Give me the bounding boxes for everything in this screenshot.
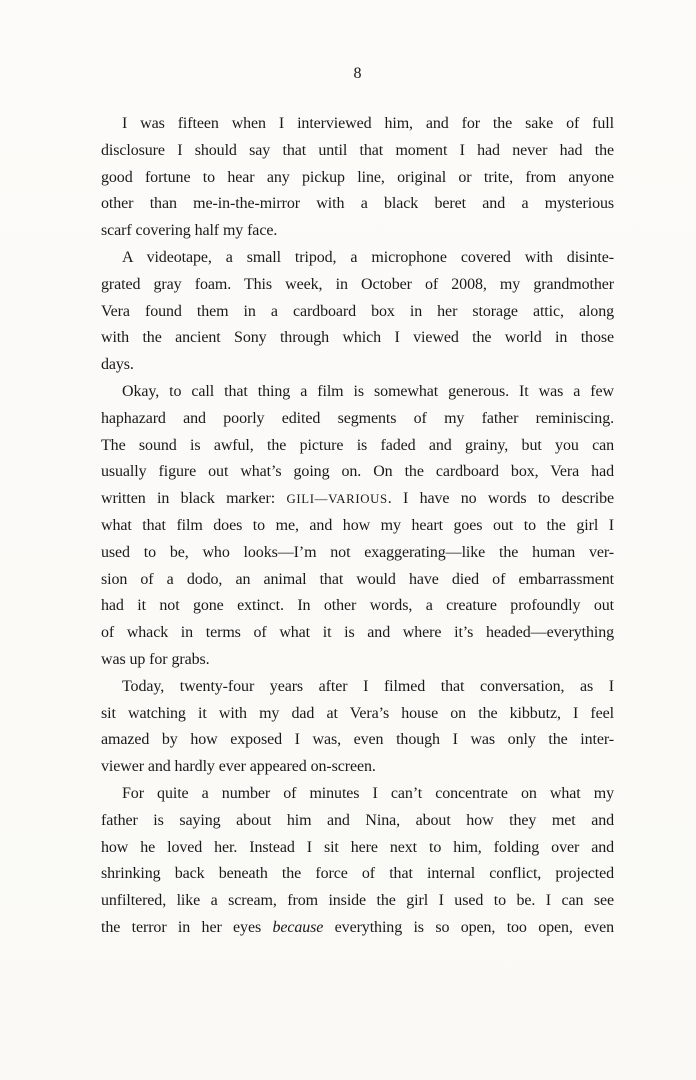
text-segment: Today, twenty-four years after I filmed that conversation, as I <box>122 677 614 695</box>
text-segment: shrinking back beneath the force of that internal conflict, projected <box>101 865 614 883</box>
text-segment: written in black marker: <box>101 490 287 508</box>
text-segment: how he loved her. Instead I sit here next to him, folding over and <box>101 838 614 856</box>
text-segment: usually figure out what’s going on. On the cardboard box, Vera had <box>101 463 614 481</box>
text-segment: grated gray foam. This week, in October of 2008, my grandmother <box>101 275 614 293</box>
text-segment: other than me-in-the-mirror with a black beret and a mysterious <box>101 195 614 213</box>
text-segment: what that film does to me, and how my heart goes out to the girl I <box>101 516 614 534</box>
text-line <box>101 727 614 754</box>
text-segment: Vera found them in a cardboard box in her storage attic, along <box>101 302 614 320</box>
text-segment: scarf covering half my face. <box>101 222 278 240</box>
text-segment: days. <box>101 356 134 374</box>
text-line <box>101 593 614 620</box>
text-line <box>101 781 614 808</box>
text-block <box>101 111 614 942</box>
text-line <box>101 620 614 647</box>
text-segment: sion of a dodo, an animal that would have died of embarrassment <box>101 570 614 588</box>
text-line <box>101 352 614 379</box>
text-line <box>101 299 614 326</box>
text-segment: haphazard and poorly edited segments of my father reminiscing. <box>101 409 614 427</box>
text-line <box>101 325 614 352</box>
text-line <box>101 915 614 942</box>
text-segment: disclosure I should say that until that moment I had never had the <box>101 141 614 159</box>
text-line <box>101 165 614 192</box>
text-line <box>101 808 614 835</box>
text-segment: had it not gone extinct. In other words, a creature profoundly out <box>101 597 614 615</box>
text-segment: The sound is awful, the picture is faded and grainy, but you can <box>101 436 614 454</box>
text-line <box>101 218 614 245</box>
text-line <box>101 272 614 299</box>
text-segment: good fortune to hear any pickup line, original or trite, from anyone <box>101 168 614 186</box>
text-line <box>101 674 614 701</box>
text-line <box>101 245 614 272</box>
text-segment: everything is so open, too open, even <box>323 918 614 936</box>
text-line <box>101 861 614 888</box>
text-segment: viewer and hardly ever appeared on-screen. <box>101 758 376 776</box>
text-line <box>101 835 614 862</box>
italic-text: because <box>272 918 324 936</box>
page-number: 8 <box>353 65 362 82</box>
text-line <box>101 433 614 460</box>
text-segment: the terror in her eyes <box>101 918 273 936</box>
text-line <box>101 111 614 138</box>
text-line <box>101 486 614 513</box>
text-line <box>101 406 614 433</box>
text-line <box>101 459 614 486</box>
text-line <box>101 191 614 218</box>
small-caps-text: GILI—VARIOUS <box>286 492 388 507</box>
text-segment: of whack in terms of what it is and where it’s headed—everything <box>101 624 614 642</box>
text-segment: Okay, to call that thing a film is somewhat generous. It was a few <box>122 382 614 400</box>
text-line <box>101 540 614 567</box>
text-segment: For quite a number of minutes I can’t concentrate on what my <box>122 784 614 802</box>
text-line <box>101 888 614 915</box>
text-segment: used to be, who looks—I’m not exaggerating—like the human ver- <box>101 543 614 561</box>
text-line <box>101 567 614 594</box>
text-segment: unfiltered, like a scream, from inside the girl I used to be. I can see <box>101 892 614 910</box>
text-segment: . I have no words to describe <box>387 490 614 508</box>
text-segment: with the ancient Sony through which I viewed the world in those <box>101 329 614 347</box>
text-segment: father is saying about him and Nina, about how they met and <box>101 811 614 829</box>
text-segment: A videotape, a small tripod, a microphone covered with disinte- <box>122 248 614 266</box>
text-segment: amazed by how exposed I was, even though I was only the inter- <box>101 731 614 749</box>
text-segment: sit watching it with my dad at Vera’s house on the kibbutz, I feel <box>101 704 614 722</box>
text-line <box>101 513 614 540</box>
text-line <box>101 138 614 165</box>
text-line <box>101 701 614 728</box>
text-line <box>101 754 614 781</box>
text-line <box>101 647 614 674</box>
text-line <box>101 379 614 406</box>
text-segment: I was fifteen when I interviewed him, and for the sake of full <box>122 115 614 132</box>
text-segment: was up for grabs. <box>101 650 210 668</box>
